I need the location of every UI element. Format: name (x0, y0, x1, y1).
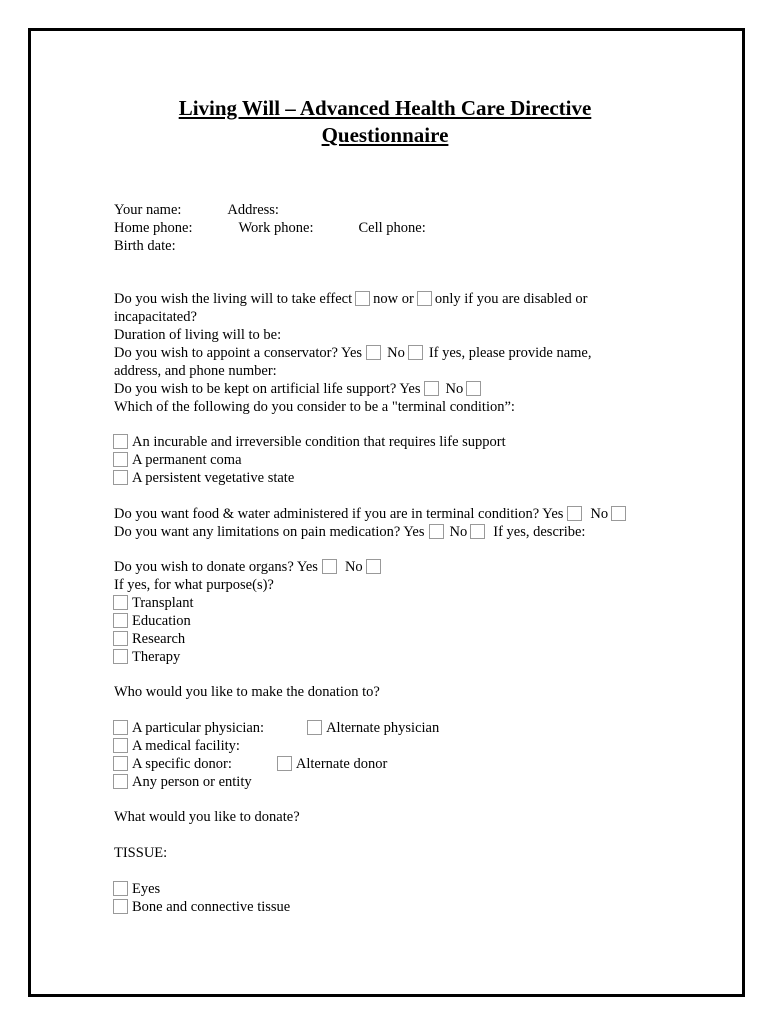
list-item (114, 773, 252, 791)
donate-question (114, 558, 384, 576)
list-item (114, 719, 439, 737)
effect-question (114, 290, 587, 308)
birth-date-label: Birth date: (114, 238, 176, 254)
tissue-checkbox[interactable] (113, 881, 128, 896)
donate-no-checkbox[interactable] (366, 559, 381, 574)
list-item (114, 737, 240, 755)
effect-now-label: now or (373, 291, 414, 307)
conservator-no-checkbox[interactable] (408, 345, 423, 360)
purpose-label: Transplant (132, 595, 194, 611)
conservator-question-text: Do you wish to appoint a conservator? Yes (114, 345, 363, 361)
donor-label: A specific donor: (132, 756, 232, 772)
work-phone-label: Work phone: (238, 220, 314, 236)
pain-no-label: No (449, 524, 468, 540)
terminal-option-checkbox[interactable] (113, 452, 128, 467)
terminal-question: Which of the following do you consider to be a "terminal condition”: (114, 399, 515, 415)
food-water-question (114, 505, 629, 523)
alt-physician-label: Alternate physician (326, 720, 440, 736)
list-item (114, 898, 290, 916)
alt-donor-label: Alternate donor (295, 756, 388, 772)
list-item (114, 451, 242, 469)
conservator-yes-checkbox[interactable] (366, 345, 381, 360)
effect-disabled-label: only if you are disabled or (434, 291, 588, 307)
tissue-checkbox[interactable] (113, 899, 128, 914)
purpose-label: Research (132, 631, 186, 647)
duration-question: Duration of living will to be: (114, 327, 282, 343)
document-title: Living Will – Advanced Health Care Directive (178, 96, 592, 120)
purpose-label: Education (132, 613, 191, 629)
contact-row-1 (114, 201, 279, 219)
conservator-ifyes-text: If yes, please provide name, (428, 345, 592, 361)
home-phone-label: Home phone: (114, 220, 193, 236)
pain-no-checkbox[interactable] (470, 524, 485, 539)
conservator-question-cont: address, and phone number: (114, 363, 277, 379)
list-item (114, 594, 194, 612)
purpose-checkbox[interactable] (113, 613, 128, 628)
tissue-label: Bone and connective tissue (132, 899, 291, 915)
list-item (114, 469, 294, 487)
conservator-question (114, 344, 592, 362)
life-support-question-text: Do you wish to be kept on artificial life support? Yes (114, 381, 421, 397)
effect-question-cont: incapacitated? (114, 309, 197, 325)
list-item (114, 880, 160, 898)
life-support-question (114, 380, 484, 398)
food-water-no-checkbox[interactable] (611, 506, 626, 521)
terminal-option-label: A persistent vegetative state (132, 470, 295, 486)
physician-label: A particular physician: (132, 720, 265, 736)
tissue-heading: TISSUE: (114, 845, 168, 861)
any-entity-checkbox[interactable] (113, 774, 128, 789)
conservator-no-label: No (387, 345, 405, 361)
contact-row-3 (114, 237, 176, 255)
food-water-question-text: Do you want food & water administered if you are in terminal condition? Yes (114, 506, 564, 522)
name-label: Your name: (114, 202, 182, 218)
terminal-option-checkbox[interactable] (113, 470, 128, 485)
effect-now-checkbox[interactable] (355, 291, 370, 306)
life-support-yes-checkbox[interactable] (424, 381, 439, 396)
life-support-no-label: No (445, 381, 464, 397)
cell-phone-label: Cell phone: (358, 220, 426, 236)
tissue-label: Eyes (132, 881, 161, 897)
physician-checkbox[interactable] (113, 720, 128, 735)
pain-question (114, 523, 585, 541)
purpose-question: If yes, for what purpose(s)? (114, 577, 274, 593)
donor-checkbox[interactable] (113, 756, 128, 771)
list-item (114, 630, 185, 648)
donate-yes-checkbox[interactable] (322, 559, 337, 574)
donate-question-text: Do you wish to donate organs? Yes (114, 559, 318, 575)
pain-yes-checkbox[interactable] (429, 524, 444, 539)
effect-question-text: Do you wish the living will to take effect (114, 291, 353, 307)
address-label: Address: (227, 202, 279, 218)
what-donate-question: What would you like to donate? (114, 809, 300, 825)
life-support-no-checkbox[interactable] (466, 381, 481, 396)
food-water-no-label: No (590, 506, 609, 522)
terminal-option-checkbox[interactable] (113, 434, 128, 449)
terminal-option-label: An incurable and irreversible condition that requires life support (132, 434, 506, 450)
effect-disabled-checkbox[interactable] (417, 291, 432, 306)
donation-to-question: Who would you like to make the donation to? (114, 684, 380, 700)
purpose-checkbox[interactable] (113, 595, 128, 610)
alt-donor-checkbox[interactable] (277, 756, 292, 771)
facility-checkbox[interactable] (113, 738, 128, 753)
donate-no-label: No (344, 559, 363, 575)
alt-physician-checkbox[interactable] (307, 720, 322, 735)
document-title-line2: Questionnaire (321, 123, 449, 147)
pain-question-text: Do you want any limitations on pain medication? Yes (114, 524, 425, 540)
purpose-checkbox[interactable] (113, 631, 128, 646)
purpose-label: Therapy (132, 649, 181, 665)
food-water-yes-checkbox[interactable] (567, 506, 582, 521)
pain-ifyes-text: If yes, describe: (493, 524, 586, 540)
contact-row-2 (114, 219, 426, 237)
any-entity-label: Any person or entity (132, 774, 252, 790)
facility-label: A medical facility: (132, 738, 240, 754)
terminal-option-label: A permanent coma (132, 452, 242, 468)
list-item (114, 755, 387, 773)
list-item (114, 433, 506, 451)
list-item (114, 648, 180, 666)
purpose-checkbox[interactable] (113, 649, 128, 664)
list-item (114, 612, 191, 630)
